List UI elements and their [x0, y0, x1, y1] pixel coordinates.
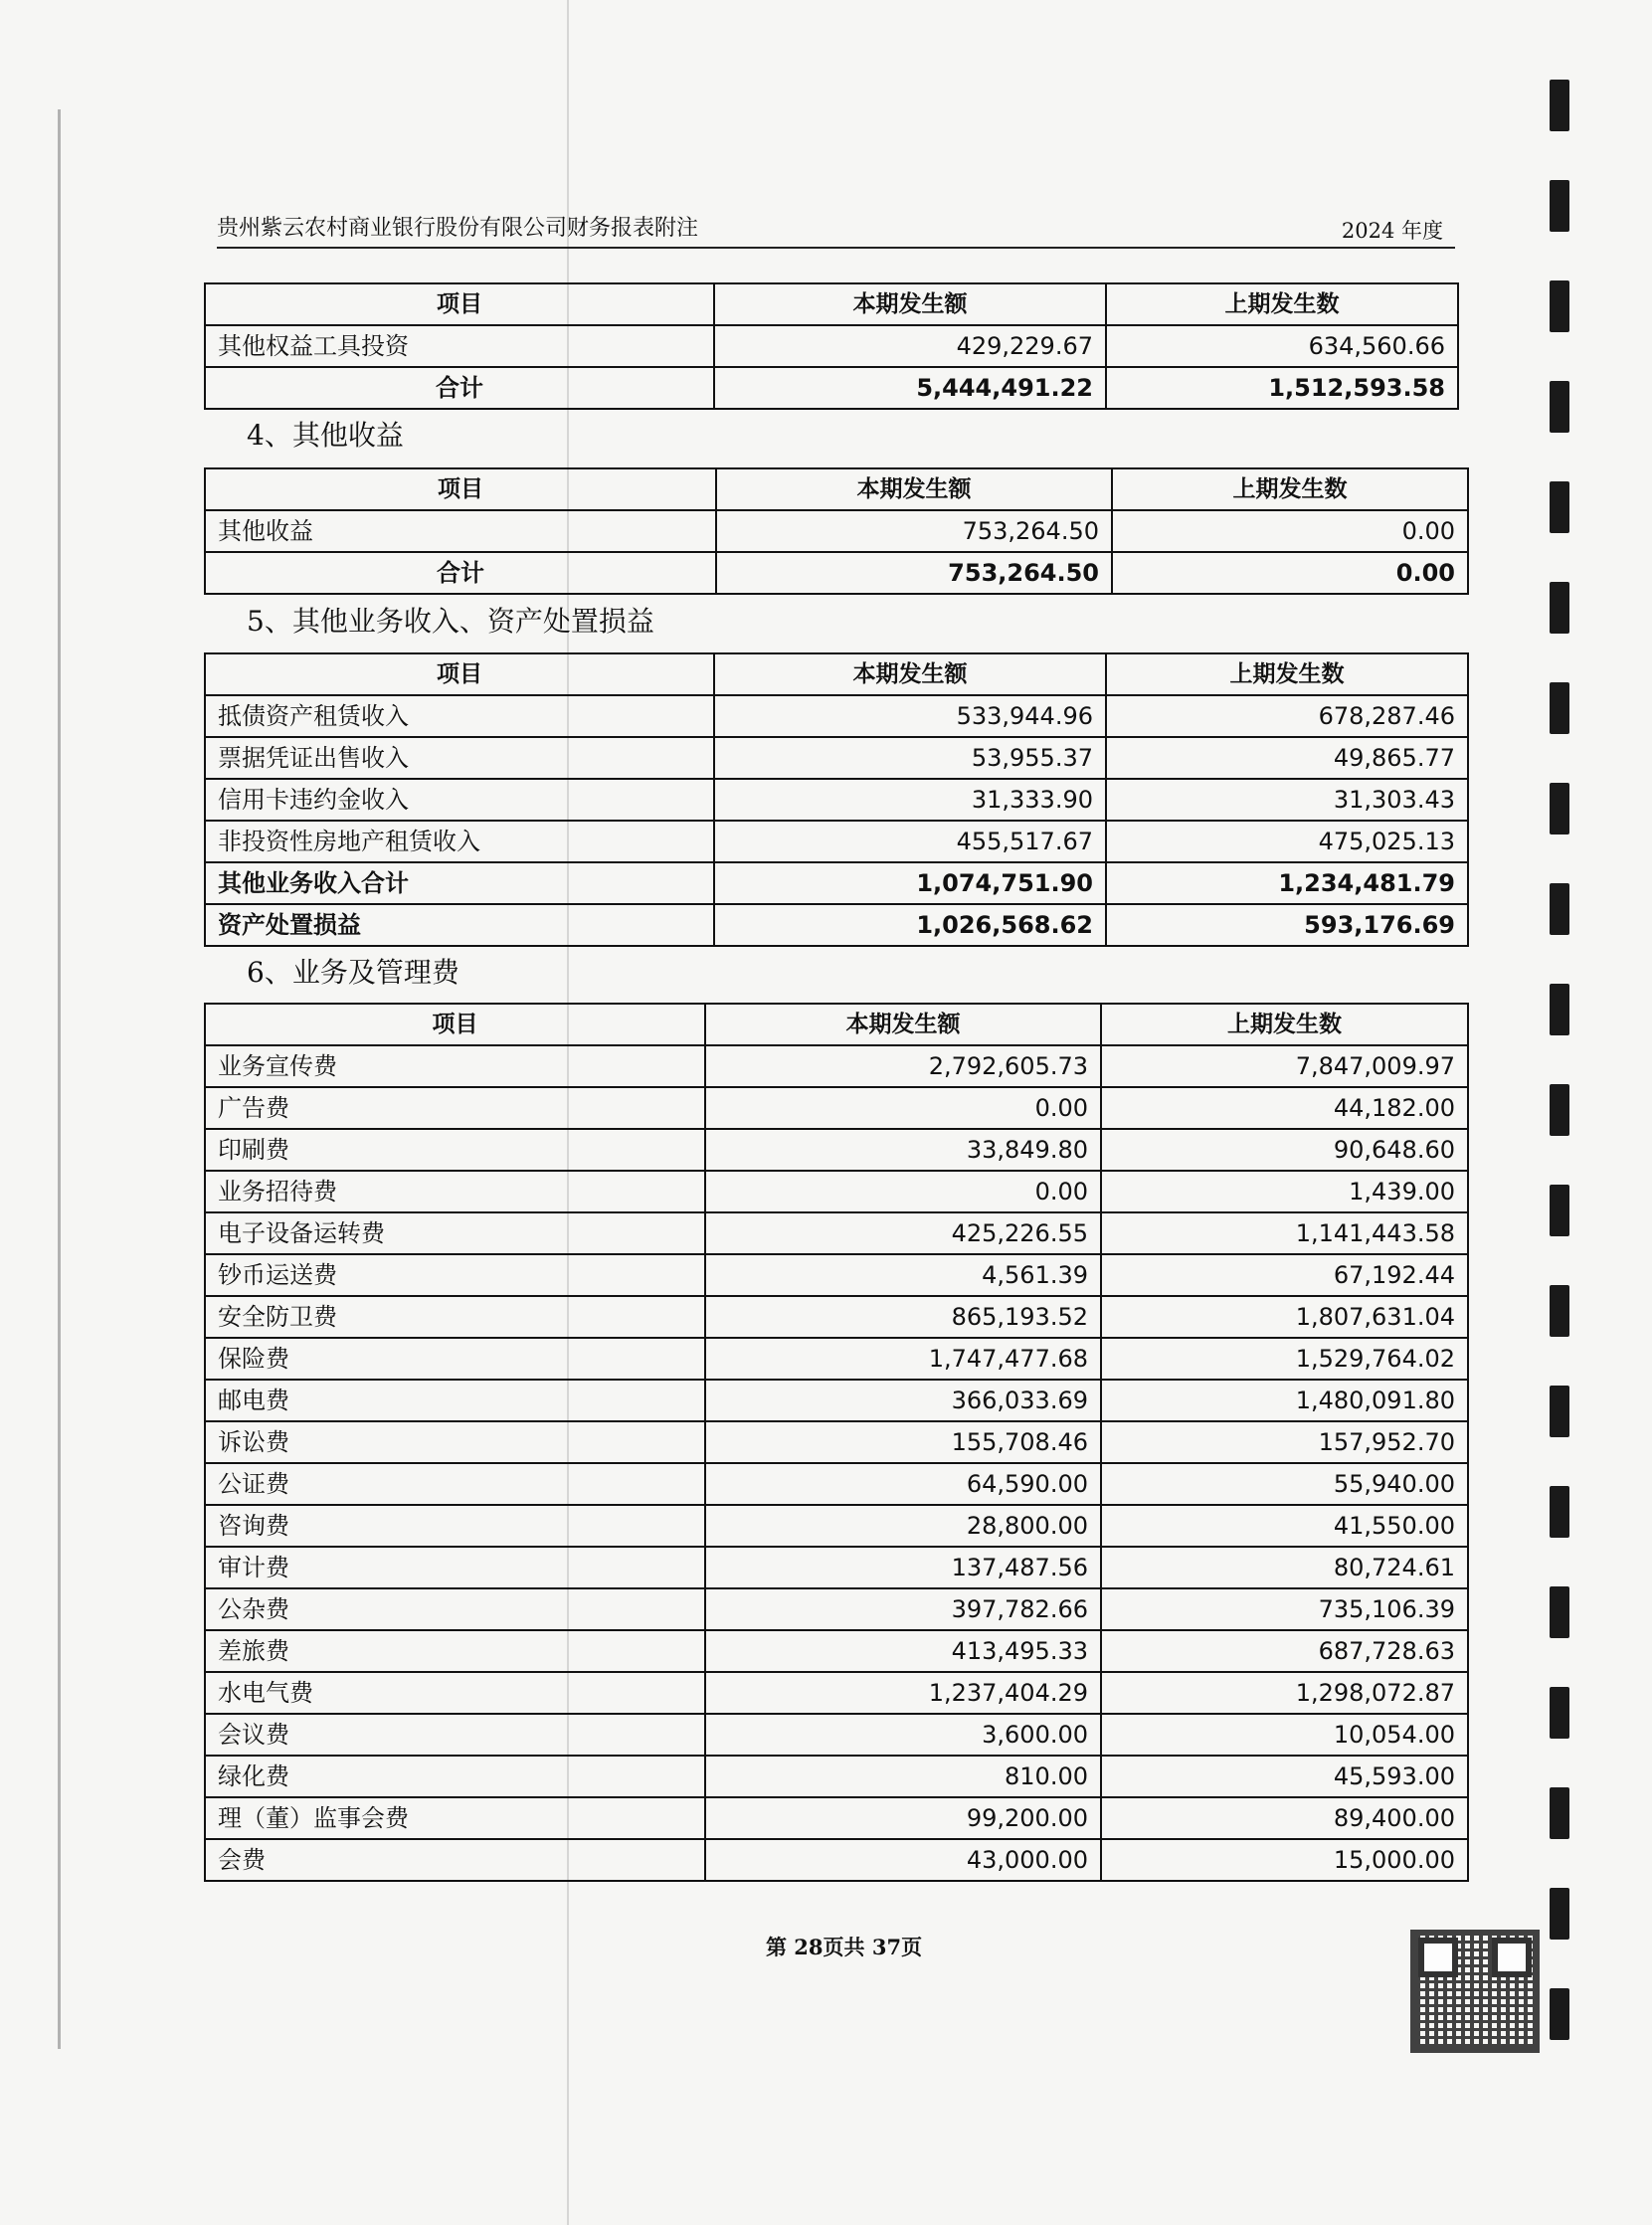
row-current: 366,033.69 [705, 1380, 1101, 1421]
row-current: 397,782.66 [705, 1588, 1101, 1630]
row-current: 0.00 [705, 1087, 1101, 1129]
column-header-item: 项目 [205, 283, 714, 325]
total-current: 753,264.50 [716, 552, 1112, 594]
row-prior: 634,560.66 [1106, 325, 1458, 367]
column-header-prior: 上期发生数 [1106, 283, 1458, 325]
row-item: 非投资性房地产租赁收入 [205, 821, 714, 862]
row-item: 钞币运送费 [205, 1254, 705, 1296]
binding-mark [1550, 1586, 1569, 1638]
table-row [205, 325, 1458, 367]
row-prior: 49,865.77 [1106, 737, 1468, 779]
row-prior: 55,940.00 [1101, 1463, 1468, 1505]
total-label: 资产处置损益 [205, 904, 714, 946]
row-item: 诉讼费 [205, 1421, 705, 1463]
row-item: 保险费 [205, 1338, 705, 1380]
table-row [205, 1797, 1468, 1839]
page-number: 第 28页共 37页 [766, 1935, 923, 1959]
row-item: 会费 [205, 1839, 705, 1881]
row-prior: 735,106.39 [1101, 1588, 1468, 1630]
table-row [205, 1839, 1468, 1881]
row-prior: 157,952.70 [1101, 1421, 1468, 1463]
total-prior: 1,512,593.58 [1106, 367, 1458, 409]
row-current: 28,800.00 [705, 1505, 1101, 1547]
total-prior: 1,234,481.79 [1106, 862, 1468, 904]
section-4-title: 4、其他收益 [247, 419, 404, 452]
header-year: 2024 年度 [1341, 219, 1443, 243]
row-prior: 31,303.43 [1106, 779, 1468, 821]
row-item: 其他权益工具投资 [205, 325, 714, 367]
column-header-item: 项目 [205, 468, 716, 510]
row-prior: 1,141,443.58 [1101, 1212, 1468, 1254]
row-prior: 90,648.60 [1101, 1129, 1468, 1171]
expense-rows [205, 1045, 1468, 1881]
table-row [205, 1254, 1468, 1296]
row-item: 绿化费 [205, 1756, 705, 1797]
row-prior: 15,000.00 [1101, 1839, 1468, 1881]
column-header-item: 项目 [205, 1004, 705, 1045]
row-prior: 7,847,009.97 [1101, 1045, 1468, 1087]
binding-mark [1550, 1687, 1569, 1739]
table-row [205, 1756, 1468, 1797]
column-header-prior: 上期发生数 [1112, 468, 1468, 510]
binding-mark [1550, 883, 1569, 935]
header-title: 贵州紫云农村商业银行股份有限公司财务报表附注 [217, 216, 699, 241]
row-prior: 1,529,764.02 [1101, 1338, 1468, 1380]
row-item: 审计费 [205, 1547, 705, 1588]
row-item: 票据凭证出售收入 [205, 737, 714, 779]
row-current: 455,517.67 [714, 821, 1106, 862]
binding-mark [1550, 1185, 1569, 1236]
total-label: 其他业务收入合计 [205, 862, 714, 904]
table-row [205, 1547, 1468, 1588]
row-item: 公杂费 [205, 1588, 705, 1630]
binding-mark [1550, 1084, 1569, 1136]
page-header [217, 209, 1455, 249]
row-prior: 678,287.46 [1106, 695, 1468, 737]
binding-mark [1550, 984, 1569, 1035]
total-row [205, 367, 1458, 409]
business-management-expense-table [204, 1003, 1469, 1882]
equity-investment-table [204, 282, 1459, 410]
binding-mark [1550, 1486, 1569, 1538]
table-header-row [205, 468, 1468, 510]
row-current: 31,333.90 [714, 779, 1106, 821]
table-row [205, 779, 1468, 821]
total-current: 1,026,568.62 [714, 904, 1106, 946]
binding-mark [1550, 1386, 1569, 1437]
row-item: 其他收益 [205, 510, 716, 552]
binding-mark [1550, 1285, 1569, 1337]
row-item: 信用卡违约金收入 [205, 779, 714, 821]
row-item: 抵债资产租赁收入 [205, 695, 714, 737]
column-header-current: 本期发生额 [714, 653, 1106, 695]
total-row [205, 552, 1468, 594]
table-row [205, 1714, 1468, 1756]
total-label: 合计 [205, 552, 716, 594]
column-header-current: 本期发生额 [705, 1004, 1101, 1045]
row-prior: 67,192.44 [1101, 1254, 1468, 1296]
table-row [205, 1045, 1468, 1087]
other-business-income-table [204, 652, 1469, 947]
row-prior: 10,054.00 [1101, 1714, 1468, 1756]
table-row [205, 821, 1468, 862]
row-prior: 80,724.61 [1101, 1547, 1468, 1588]
row-item: 邮电费 [205, 1380, 705, 1421]
row-item: 电子设备运转费 [205, 1212, 705, 1254]
total-current: 5,444,491.22 [714, 367, 1106, 409]
binding-mark [1550, 80, 1569, 131]
row-current: 1,237,404.29 [705, 1672, 1101, 1714]
row-current: 429,229.67 [714, 325, 1106, 367]
row-current: 1,747,477.68 [705, 1338, 1101, 1380]
row-current: 425,226.55 [705, 1212, 1101, 1254]
row-current: 810.00 [705, 1756, 1101, 1797]
row-prior: 1,439.00 [1101, 1171, 1468, 1212]
table-row [205, 1630, 1468, 1672]
row-item: 安全防卫费 [205, 1296, 705, 1338]
row-current: 753,264.50 [716, 510, 1112, 552]
column-header-current: 本期发生额 [714, 283, 1106, 325]
row-current: 2,792,605.73 [705, 1045, 1101, 1087]
row-item: 业务招待费 [205, 1171, 705, 1212]
table-row [205, 1171, 1468, 1212]
row-item: 水电气费 [205, 1672, 705, 1714]
row-item: 业务宣传费 [205, 1045, 705, 1087]
binding-mark [1550, 180, 1569, 232]
section-5-title: 5、其他业务收入、资产处置损益 [247, 605, 654, 638]
binding-mark [1550, 582, 1569, 634]
qr-code-icon [1410, 1930, 1540, 2053]
row-prior: 41,550.00 [1101, 1505, 1468, 1547]
row-current: 0.00 [705, 1171, 1101, 1212]
table-row [205, 1505, 1468, 1547]
row-current: 413,495.33 [705, 1630, 1101, 1672]
total-current: 1,074,751.90 [714, 862, 1106, 904]
table-row [205, 1588, 1468, 1630]
row-current: 865,193.52 [705, 1296, 1101, 1338]
table-row [205, 1087, 1468, 1129]
table-row [205, 1338, 1468, 1380]
row-prior: 44,182.00 [1101, 1087, 1468, 1129]
row-current: 4,561.39 [705, 1254, 1101, 1296]
row-item: 咨询费 [205, 1505, 705, 1547]
binding-marks [1550, 80, 1571, 2129]
row-item: 差旅费 [205, 1630, 705, 1672]
total-row [205, 862, 1468, 904]
table-row [205, 1212, 1468, 1254]
table-row [205, 1672, 1468, 1714]
row-current: 64,590.00 [705, 1463, 1101, 1505]
row-current: 155,708.46 [705, 1421, 1101, 1463]
column-header-prior: 上期发生数 [1106, 653, 1468, 695]
row-prior: 1,807,631.04 [1101, 1296, 1468, 1338]
row-prior: 45,593.00 [1101, 1756, 1468, 1797]
table-row [205, 695, 1468, 737]
total-prior: 0.00 [1112, 552, 1468, 594]
table-row [205, 1296, 1468, 1338]
table-row [205, 1380, 1468, 1421]
row-prior: 0.00 [1112, 510, 1468, 552]
binding-mark [1550, 1988, 1569, 2040]
row-item: 公证费 [205, 1463, 705, 1505]
column-header-prior: 上期发生数 [1101, 1004, 1468, 1045]
binding-mark [1550, 280, 1569, 332]
row-current: 53,955.37 [714, 737, 1106, 779]
row-prior: 475,025.13 [1106, 821, 1468, 862]
table-header-row [205, 1004, 1468, 1045]
total-prior: 593,176.69 [1106, 904, 1468, 946]
row-current: 43,000.00 [705, 1839, 1101, 1881]
table-row [205, 510, 1468, 552]
binding-mark [1550, 783, 1569, 834]
row-prior: 1,298,072.87 [1101, 1672, 1468, 1714]
row-item: 印刷费 [205, 1129, 705, 1171]
binding-mark [1550, 381, 1569, 433]
row-current: 137,487.56 [705, 1547, 1101, 1588]
binding-line [58, 109, 61, 2049]
table-header-row [205, 653, 1468, 695]
other-income-table [204, 467, 1469, 595]
section-6-title: 6、业务及管理费 [247, 956, 459, 989]
table-row [205, 1129, 1468, 1171]
total-row [205, 904, 1468, 946]
row-current: 3,600.00 [705, 1714, 1101, 1756]
column-header-item: 项目 [205, 653, 714, 695]
table-row [205, 1421, 1468, 1463]
row-current: 99,200.00 [705, 1797, 1101, 1839]
binding-mark [1550, 682, 1569, 734]
table-header-row [205, 283, 1458, 325]
binding-mark [1550, 481, 1569, 533]
column-header-current: 本期发生额 [716, 468, 1112, 510]
row-prior: 687,728.63 [1101, 1630, 1468, 1672]
row-item: 理（董）监事会费 [205, 1797, 705, 1839]
total-label: 合计 [205, 367, 714, 409]
binding-mark [1550, 1888, 1569, 1940]
row-current: 33,849.80 [705, 1129, 1101, 1171]
row-prior: 89,400.00 [1101, 1797, 1468, 1839]
row-current: 533,944.96 [714, 695, 1106, 737]
binding-mark [1550, 1787, 1569, 1839]
table-row [205, 737, 1468, 779]
row-item: 会议费 [205, 1714, 705, 1756]
row-prior: 1,480,091.80 [1101, 1380, 1468, 1421]
table-row [205, 1463, 1468, 1505]
row-item: 广告费 [205, 1087, 705, 1129]
